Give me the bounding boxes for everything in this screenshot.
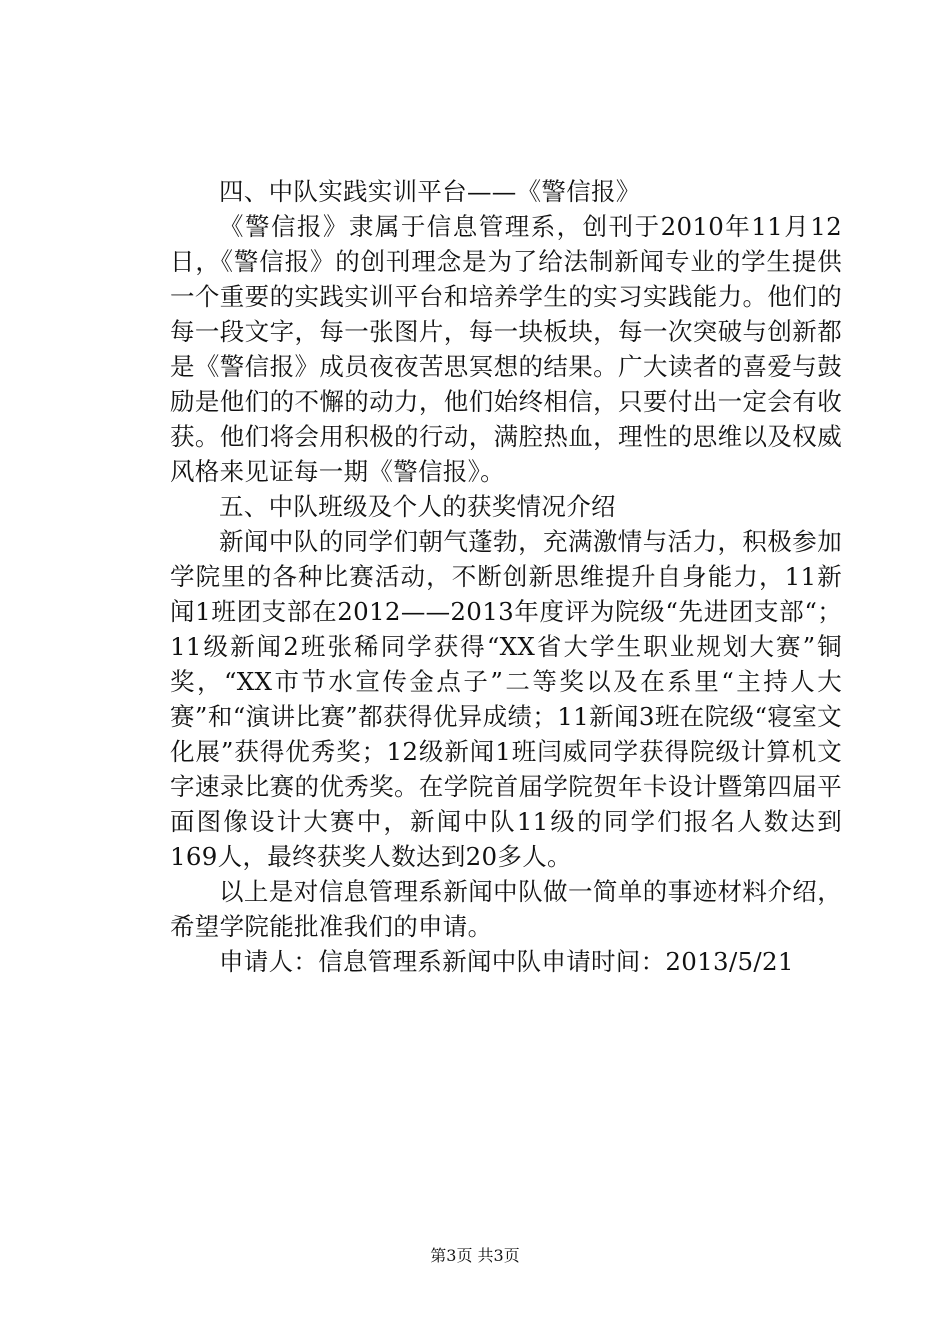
page-footer: 第3页 共3页 [430, 1246, 520, 1265]
paragraph-closing: 以上是对信息管理系新闻中队做一简单的事迹材料介绍，希望学院能批准我们的申请。 [170, 877, 842, 941]
document-body [170, 174, 842, 979]
paragraph-awards: 新闻中队的同学们朝气蓬勃，充满激情与活力，积极参加学院里的各种比赛活动，不断创新思维提升自身能力，11新闻1班团支部在2012——2013年度评为院级“先进团支部“；11级新闻2班张稀同学获得“XX省大学生职业规划大赛”铜奖，“XX市节水宣传金点子”二等奖以及在系里“主持人大赛”和“演讲比赛”都获得优异成绩；11新闻3班在院级“寝室文化展”获得优秀奖；12级新闻1班闫威同学获得院级计算机文字速录比赛的优秀奖。在学院首届学院贺年卡设计暨第四届平面图像设计大赛中，新闻中队11级的同学们报名人数达到169人，最终获奖人数达到20多人。 [170, 527, 842, 871]
section-heading-5: 五、中队班级及个人的获奖情况介绍 [219, 492, 616, 521]
section-heading-4: 四、中队实践实训平台——《警信报》 [219, 177, 641, 206]
paragraph-jingxinbao: 《警信报》隶属于信息管理系，创刊于2010年11月12日，《警信报》的创刊理念是为了给法制新闻专业的学生提供一个重要的实践实训平台和培养学生的实习实践能力。他们的每一段文字，每一张图片，每一块板块，每一次突破与创新都是《警信报》成员夜夜苦思冥想的结果。广大读者的喜爱与鼓励是他们的不懈的动力，他们始终相信，只要付出一定会有收获。他们将会用积极的行动，满腔热血，理性的思维以及权威风格来见证每一期《警信报》。 [170, 212, 842, 486]
paragraph-applicant: 申请人：信息管理系新闻中队申请时间：2013/5/21 [219, 947, 794, 976]
